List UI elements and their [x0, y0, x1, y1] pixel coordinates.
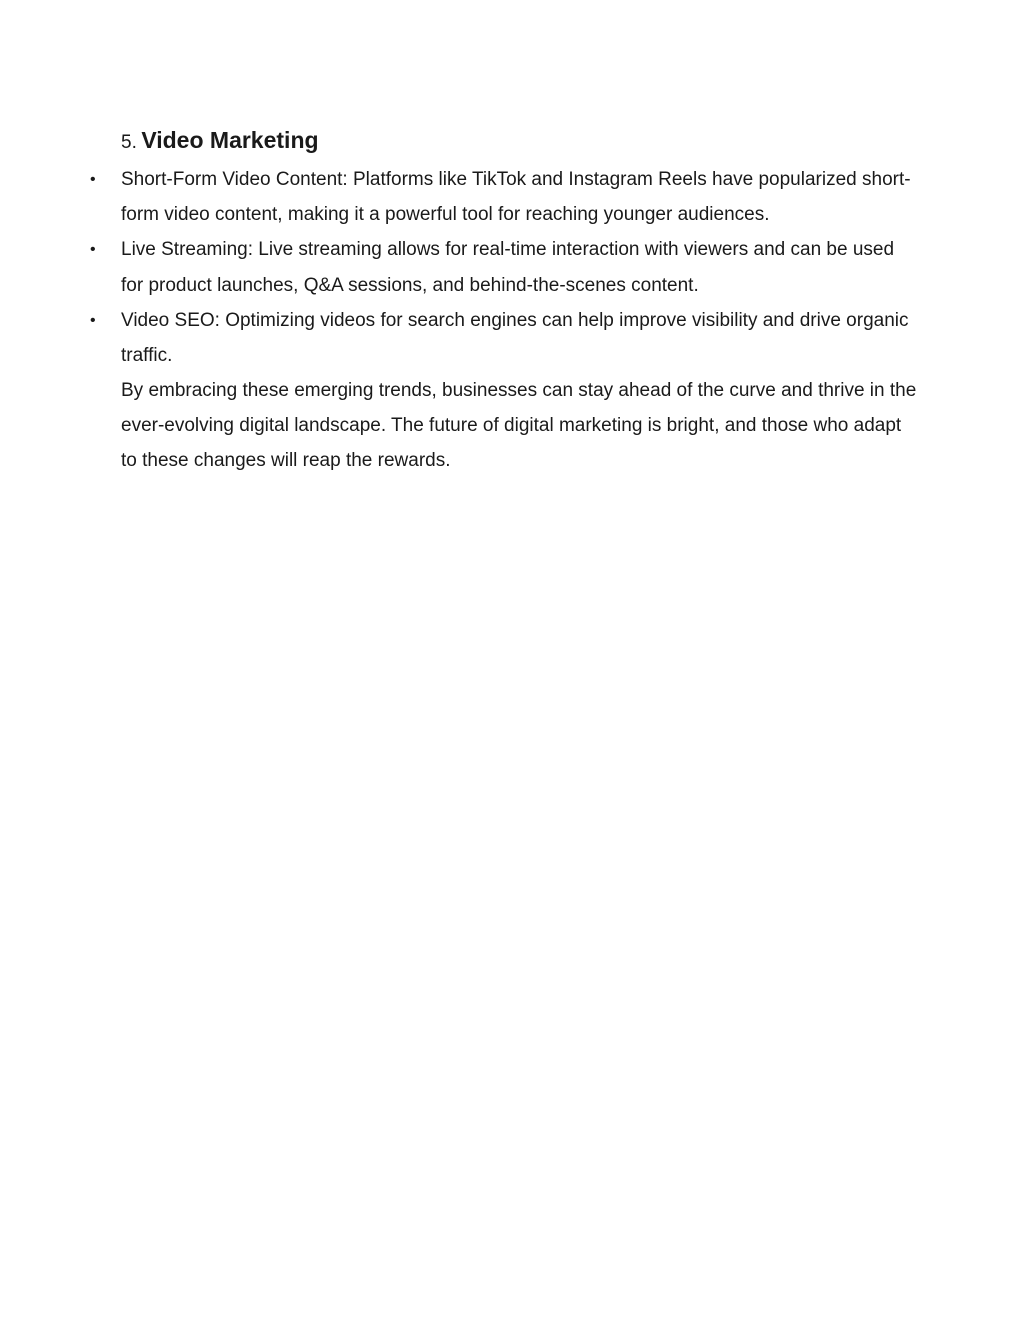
section-title: Video Marketing [141, 127, 319, 153]
list-item [90, 303, 921, 373]
list-item [90, 162, 921, 232]
bullet-icon: • [90, 171, 96, 188]
bullet-icon: • [90, 241, 96, 259]
section-number: 5. [121, 132, 137, 153]
list-item-text: Video SEO: Optimizing videos for search engines can help improve visibility and drive organic traffic. [121, 309, 909, 367]
section-heading [121, 127, 319, 154]
bullet-icon: • [90, 311, 96, 329]
list-item-text: Short-Form Video Content: Platforms like TikTok and Instagram Reels have popularized short-form video content, making it a powerful tool for reaching younger audiences. [121, 169, 911, 226]
list-item-text: Live Streaming: Live streaming allows for real-time interaction with viewers and can be used for product launches, Q&A sessions, and behind-the-scenes content. [121, 239, 895, 296]
bullet-list [90, 162, 921, 373]
list-item [90, 232, 921, 302]
closing-paragraph: By embracing these emerging trends, businesses can stay ahead of the curve and thrive in the ever-evolving digital landscape. The future of digital marketing is bright, and those who adapt to these changes will reap the rewards. [121, 380, 917, 472]
